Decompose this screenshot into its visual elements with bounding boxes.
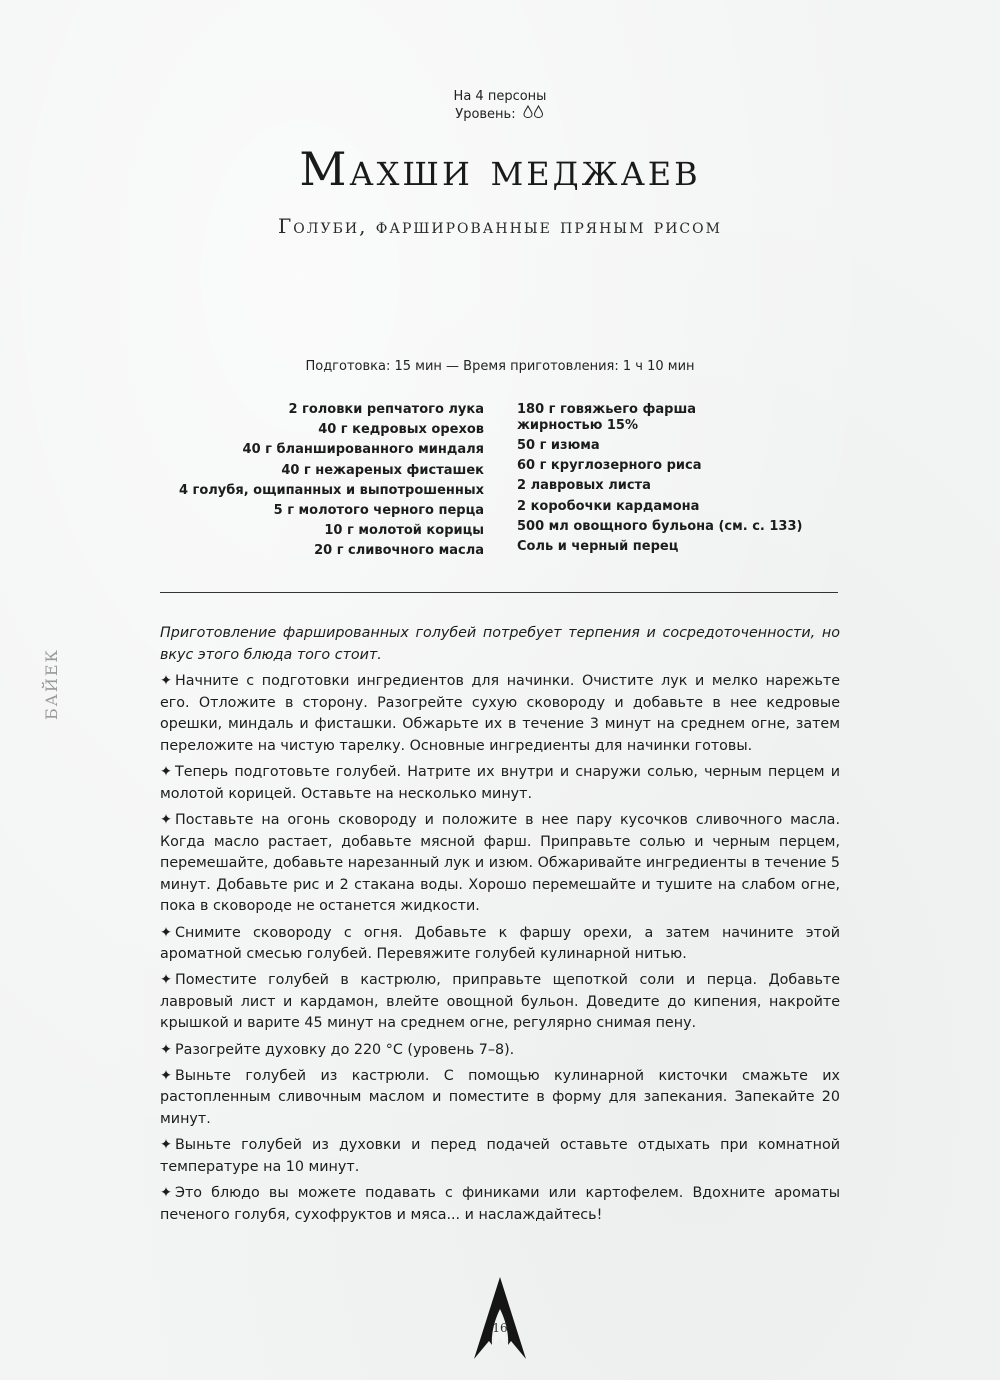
star-bullet-icon: ✦ [160, 972, 172, 989]
timing-info: Подготовка: 15 мин — Время приготовления: 1 ч 10 мин [305, 359, 695, 374]
step-text: Выньте голубей из кастрюли. С помощью кулинарной кисточки смажьте их растопленным сливочным маслом и поместите в форму для запекания. Запекайте 20 минут. [160, 1067, 840, 1128]
ingredient-item: 60 г круглозерного риса [517, 458, 702, 474]
ingredient-item: 50 г изюма [517, 438, 600, 453]
ingredient-item: 10 г молотой корицы [324, 523, 484, 539]
level-label: Уровень: [455, 107, 516, 122]
step-text: Поместите голубей в кастрюлю, приправьте щепоткой соли и перца. Добавьте лавровый лист и кардамон, влейте овощной бульон. Доведите до кипения, накройте крышкой и варите 45 минут на среднем огне, регулярно снимая пену. [160, 972, 840, 1032]
ingredient-item: 40 г бланшированного миндаля [242, 442, 484, 458]
ingredients-left-column [150, 400, 484, 562]
ingredient-line: жирностью 15% [517, 418, 639, 433]
ingredient-item: Соль и черный перец [517, 539, 679, 555]
recipe-title: Махши меджаев [299, 142, 701, 196]
step-text: Снимите сковороду с огня. Добавьте к фаршу орехи, а затем начините этой ароматной смесью голубей. Перевяжите голубей кулинарной нитью. [160, 924, 840, 963]
star-bullet-icon: ✦ [160, 764, 172, 781]
ingredient-item: 40 г кедровых орехов [318, 422, 484, 438]
step-paragraph [160, 1183, 840, 1226]
star-bullet-icon: ✦ [160, 924, 172, 941]
star-bullet-icon: ✦ [160, 673, 172, 690]
recipe-subtitle: Голуби, фаршированные пряным рисом [278, 214, 722, 238]
step-paragraph [160, 1135, 840, 1178]
step-text: Выньте голубей из духовки и перед подачей оставьте отдыхать при комнатной температуре на 10 минут. [160, 1137, 840, 1175]
ingredient-item: 500 мл овощного бульона (см. с. 133) [517, 518, 803, 534]
star-bullet-icon: ✦ [160, 1041, 172, 1058]
ingredient-item [517, 400, 837, 436]
step-text: Разогрейте духовку до 220 °С (уровень 7–8). [174, 1041, 515, 1058]
page-number: 16 [492, 1321, 508, 1335]
ingredient-item: 40 г нежареных фисташек [281, 462, 484, 478]
step-paragraph [160, 671, 840, 757]
step-paragraph [160, 810, 840, 918]
intro-paragraph: Приготовление фаршированных голубей потребует терпения и сосредоточенности, но вкус этого блюда того стоит. [160, 625, 840, 663]
star-bullet-icon: ✦ [160, 1067, 172, 1084]
two-drops-icon [523, 105, 545, 124]
method-text [160, 623, 840, 1231]
ingredient-line: 180 г говяжьего фарша [517, 402, 697, 417]
section-divider [160, 592, 838, 593]
ingredient-item: 4 голубя, ощипанных и выпотрошенных [178, 482, 484, 498]
difficulty-level [0, 105, 1000, 124]
ingredient-item: 2 головки репчатого лука [288, 402, 484, 417]
ingredients-right-column [517, 400, 837, 557]
star-bullet-icon: ✦ [160, 811, 172, 828]
step-paragraph [160, 1040, 840, 1062]
servings: На 4 персоны [453, 89, 547, 104]
step-text: Поставьте на огонь сковороду и положите в нее пару кусочков сливочного масла. Когда масло растает, добавьте мясной фарш. Приправьте солью и черным перцем, перемешайте, добавьте нарезанный лук и изюм. Обжаривайте ингредиенты в течение 5 минут. Добавьте рис и 2 стакана воды. Хорошо перемешайте и тушите на слабом огне, пока в сковороде не останется жидкости. [160, 811, 840, 915]
step-text: Начните с подготовки ингредиентов для начинки. Очистите лук и мелко нарежьте его. Отложите в сторону. Разогрейте сухую сковороду и добавьте в нее кедровые орешки, миндаль и фисташки. Обжарьте их в течение 3 минут на среднем огне, затем переложите на чистую тарелку. Основные ингредиенты для начинки готовы. [160, 673, 840, 754]
ingredient-item: 2 коробочки кардамона [517, 498, 700, 514]
star-bullet-icon: ✦ [160, 1137, 172, 1154]
step-text: Теперь подготовьте голубей. Натрите их внутри и снаружи солью, черным перцем и молотой корицей. Оставьте на несколько минут. [160, 764, 840, 802]
ingredient-item: 5 г молотого черного перца [273, 503, 484, 519]
side-section-label: БАЙЕК [42, 648, 61, 720]
ingredient-item: 20 г сливочного масла [314, 543, 484, 559]
step-paragraph [160, 1066, 840, 1131]
step-paragraph [160, 923, 840, 966]
star-bullet-icon: ✦ [160, 1185, 172, 1201]
step-paragraph [160, 762, 840, 805]
ingredient-item: 2 лавровых листа [517, 478, 651, 494]
step-text: Это блюдо вы можете подавать с финиками или картофелем. Вдохните ароматы печеного голубя, сухофруктов и мяса... и наслаждайтесь! [160, 1185, 840, 1223]
step-paragraph [160, 970, 840, 1035]
